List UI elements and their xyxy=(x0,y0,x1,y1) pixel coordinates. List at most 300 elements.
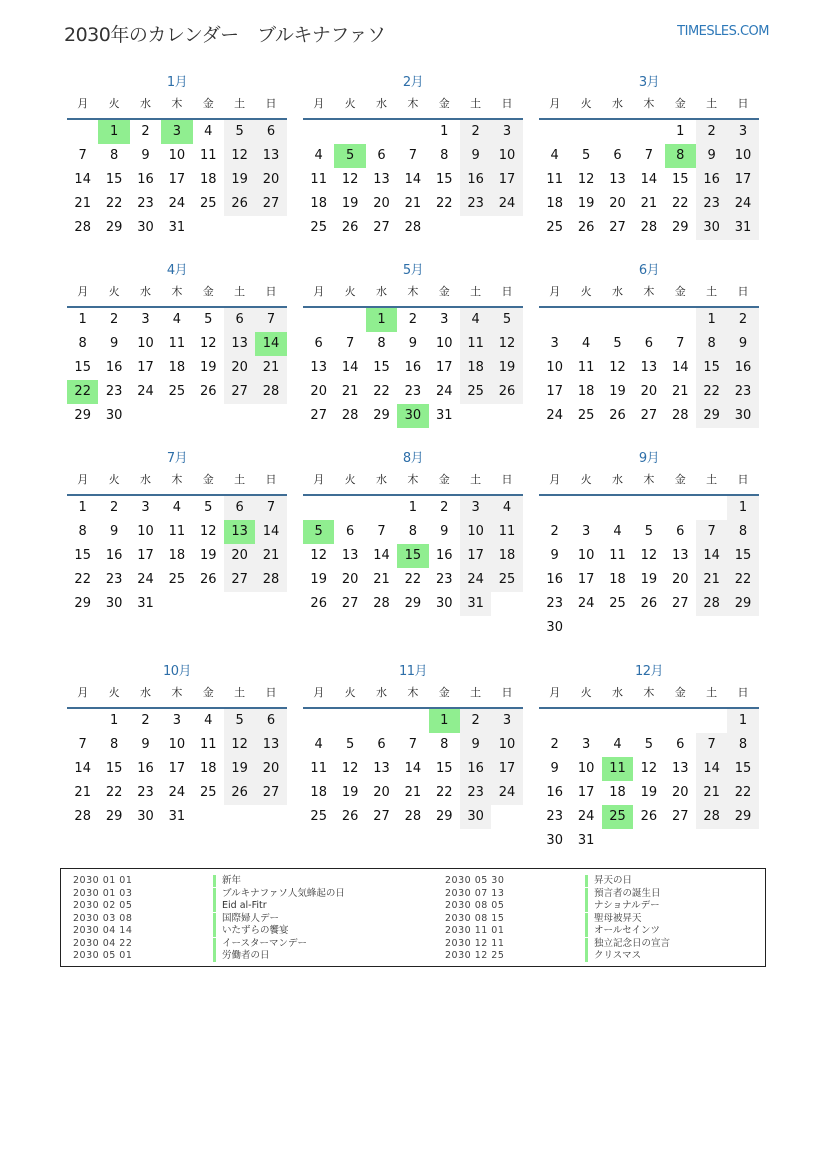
day-cell[interactable]: 12 xyxy=(341,172,359,187)
day-cell[interactable]: 25 xyxy=(199,196,217,211)
day-cell[interactable]: 19 xyxy=(199,548,217,563)
day-cell[interactable]: 8 xyxy=(377,336,386,351)
day-cell[interactable]: 7 xyxy=(408,148,417,163)
day-cell[interactable]: 6 xyxy=(224,496,255,520)
day-cell[interactable]: 15 xyxy=(727,757,758,781)
day-cell[interactable]: 5 xyxy=(613,336,622,351)
day-cell[interactable]: 20 xyxy=(373,196,390,211)
day-cell[interactable]: 27 xyxy=(224,380,255,404)
day-cell[interactable]: 5 xyxy=(204,500,213,515)
day-cell[interactable]: 28 xyxy=(74,809,91,824)
day-cell[interactable]: 25 xyxy=(609,596,626,611)
day-cell[interactable]: 31 xyxy=(168,220,186,235)
day-cell[interactable]: 7 xyxy=(377,524,386,539)
day-cell[interactable]: 15 xyxy=(105,172,123,187)
day-cell[interactable]: 24 xyxy=(727,192,758,216)
day-cell[interactable]: 20 xyxy=(671,572,689,587)
day-cell[interactable]: 17 xyxy=(435,360,453,375)
day-cell[interactable]: 29 xyxy=(671,220,689,235)
day-cell[interactable]: 9 xyxy=(550,761,559,776)
holiday-day-cell[interactable]: 8 xyxy=(665,144,696,168)
day-cell[interactable]: 11 xyxy=(609,548,626,563)
day-cell[interactable]: 27 xyxy=(609,220,626,235)
day-cell[interactable]: 20 xyxy=(373,785,390,800)
day-cell[interactable]: 17 xyxy=(460,544,491,568)
day-cell[interactable]: 2 xyxy=(141,124,150,139)
day-cell[interactable]: 19 xyxy=(640,785,658,800)
day-cell[interactable]: 6 xyxy=(224,308,255,332)
day-cell[interactable]: 19 xyxy=(491,356,522,380)
day-cell[interactable]: 25 xyxy=(546,220,563,235)
day-cell[interactable]: 11 xyxy=(310,761,327,776)
day-cell[interactable]: 27 xyxy=(640,408,658,423)
day-cell[interactable]: 12 xyxy=(341,761,359,776)
day-cell[interactable]: 31 xyxy=(435,408,453,423)
day-cell[interactable]: 30 xyxy=(696,216,727,240)
day-cell[interactable]: 20 xyxy=(341,572,359,587)
day-cell[interactable]: 22 xyxy=(727,568,758,592)
day-cell[interactable]: 1 xyxy=(440,124,449,139)
holiday-day-cell[interactable]: 1 xyxy=(98,120,129,144)
day-cell[interactable]: 17 xyxy=(137,548,154,563)
day-cell[interactable]: 23 xyxy=(546,809,563,824)
day-cell[interactable]: 28 xyxy=(74,220,91,235)
day-cell[interactable]: 11 xyxy=(577,360,595,375)
day-cell[interactable]: 3 xyxy=(172,713,181,728)
holiday-day-cell[interactable]: 5 xyxy=(303,520,334,544)
day-cell[interactable]: 7 xyxy=(345,336,355,351)
day-cell[interactable]: 10 xyxy=(577,548,595,563)
day-cell[interactable]: 8 xyxy=(727,733,758,757)
day-cell[interactable]: 9 xyxy=(109,524,119,539)
day-cell[interactable]: 3 xyxy=(491,709,522,733)
day-cell[interactable]: 9 xyxy=(408,336,417,351)
day-cell[interactable]: 13 xyxy=(255,144,286,168)
day-cell[interactable]: 18 xyxy=(577,384,595,399)
day-cell[interactable]: 19 xyxy=(577,196,595,211)
day-cell[interactable]: 24 xyxy=(491,781,522,805)
day-cell[interactable]: 24 xyxy=(460,568,491,592)
day-cell[interactable]: 10 xyxy=(137,524,154,539)
day-cell[interactable]: 8 xyxy=(440,737,449,752)
day-cell[interactable]: 21 xyxy=(74,785,91,800)
day-cell[interactable]: 29 xyxy=(696,404,727,428)
day-cell[interactable]: 6 xyxy=(345,524,355,539)
day-cell[interactable]: 18 xyxy=(491,544,522,568)
day-cell[interactable]: 28 xyxy=(373,596,390,611)
day-cell[interactable]: 28 xyxy=(404,220,422,235)
day-cell[interactable]: 6 xyxy=(255,120,286,144)
day-cell[interactable]: 23 xyxy=(696,192,727,216)
day-cell[interactable]: 8 xyxy=(727,520,758,544)
day-cell[interactable]: 5 xyxy=(345,737,355,752)
day-cell[interactable]: 1 xyxy=(676,124,685,139)
day-cell[interactable]: 20 xyxy=(310,384,327,399)
day-cell[interactable]: 21 xyxy=(696,781,727,805)
day-cell[interactable]: 24 xyxy=(577,809,595,824)
day-cell[interactable]: 12 xyxy=(199,524,217,539)
day-cell[interactable]: 11 xyxy=(546,172,563,187)
day-cell[interactable]: 23 xyxy=(460,781,491,805)
day-cell[interactable]: 29 xyxy=(373,408,390,423)
day-cell[interactable]: 27 xyxy=(671,596,689,611)
day-cell[interactable]: 18 xyxy=(609,572,626,587)
day-cell[interactable]: 13 xyxy=(609,172,626,187)
day-cell[interactable]: 11 xyxy=(491,520,522,544)
day-cell[interactable]: 9 xyxy=(141,737,150,752)
day-cell[interactable]: 26 xyxy=(609,408,626,423)
day-cell[interactable]: 18 xyxy=(460,356,491,380)
day-cell[interactable]: 16 xyxy=(546,785,563,800)
holiday-day-cell[interactable]: 5 xyxy=(334,144,365,168)
day-cell[interactable]: 4 xyxy=(204,124,213,139)
day-cell[interactable]: 26 xyxy=(640,809,658,824)
day-cell[interactable]: 31 xyxy=(577,833,595,848)
day-cell[interactable]: 21 xyxy=(74,196,91,211)
day-cell[interactable]: 2 xyxy=(727,308,758,332)
day-cell[interactable]: 20 xyxy=(224,544,255,568)
day-cell[interactable]: 11 xyxy=(168,336,186,351)
day-cell[interactable]: 3 xyxy=(491,120,522,144)
day-cell[interactable]: 2 xyxy=(141,713,150,728)
day-cell[interactable]: 25 xyxy=(168,572,186,587)
day-cell[interactable]: 19 xyxy=(609,384,626,399)
day-cell[interactable]: 8 xyxy=(440,148,449,163)
day-cell[interactable]: 21 xyxy=(255,356,286,380)
holiday-day-cell[interactable]: 14 xyxy=(255,332,286,356)
day-cell[interactable]: 8 xyxy=(78,524,87,539)
day-cell[interactable]: 26 xyxy=(640,596,658,611)
day-cell[interactable]: 4 xyxy=(613,737,622,752)
day-cell[interactable]: 29 xyxy=(74,408,91,423)
day-cell[interactable]: 28 xyxy=(404,809,422,824)
day-cell[interactable]: 25 xyxy=(199,785,217,800)
holiday-day-cell[interactable]: 11 xyxy=(602,757,633,781)
day-cell[interactable]: 2 xyxy=(550,737,559,752)
day-cell[interactable]: 13 xyxy=(640,360,658,375)
day-cell[interactable]: 20 xyxy=(609,196,626,211)
day-cell[interactable]: 4 xyxy=(172,500,181,515)
day-cell[interactable]: 19 xyxy=(224,757,255,781)
day-cell[interactable]: 29 xyxy=(105,220,123,235)
day-cell[interactable]: 16 xyxy=(546,572,563,587)
day-cell[interactable]: 8 xyxy=(109,737,119,752)
day-cell[interactable]: 22 xyxy=(696,380,727,404)
day-cell[interactable]: 4 xyxy=(460,308,491,332)
day-cell[interactable]: 8 xyxy=(696,332,727,356)
holiday-day-cell[interactable]: 1 xyxy=(429,709,460,733)
day-cell[interactable]: 28 xyxy=(640,220,658,235)
day-cell[interactable]: 25 xyxy=(577,408,595,423)
day-cell[interactable]: 7 xyxy=(408,737,417,752)
day-cell[interactable]: 10 xyxy=(546,360,563,375)
day-cell[interactable]: 13 xyxy=(671,761,689,776)
day-cell[interactable]: 29 xyxy=(74,596,91,611)
day-cell[interactable]: 7 xyxy=(255,308,286,332)
day-cell[interactable]: 4 xyxy=(314,737,323,752)
day-cell[interactable]: 6 xyxy=(613,148,622,163)
day-cell[interactable]: 23 xyxy=(546,596,563,611)
day-cell[interactable]: 30 xyxy=(137,220,154,235)
day-cell[interactable]: 10 xyxy=(435,336,453,351)
day-cell[interactable]: 13 xyxy=(341,548,359,563)
day-cell[interactable]: 5 xyxy=(581,148,591,163)
day-cell[interactable]: 21 xyxy=(404,196,422,211)
day-cell[interactable]: 16 xyxy=(404,360,422,375)
day-cell[interactable]: 14 xyxy=(404,761,422,776)
day-cell[interactable]: 12 xyxy=(609,360,626,375)
day-cell[interactable]: 11 xyxy=(168,524,186,539)
day-cell[interactable]: 6 xyxy=(255,709,286,733)
day-cell[interactable]: 2 xyxy=(109,312,119,327)
day-cell[interactable]: 29 xyxy=(727,805,758,829)
day-cell[interactable]: 18 xyxy=(546,196,563,211)
day-cell[interactable]: 25 xyxy=(310,809,327,824)
day-cell[interactable]: 4 xyxy=(491,496,522,520)
day-cell[interactable]: 6 xyxy=(676,524,685,539)
day-cell[interactable]: 31 xyxy=(460,592,491,616)
day-cell[interactable]: 23 xyxy=(137,785,154,800)
day-cell[interactable]: 23 xyxy=(727,380,758,404)
day-cell[interactable]: 15 xyxy=(696,356,727,380)
day-cell[interactable]: 8 xyxy=(109,148,119,163)
holiday-day-cell[interactable]: 22 xyxy=(67,380,98,404)
day-cell[interactable]: 17 xyxy=(137,360,154,375)
day-cell[interactable]: 17 xyxy=(546,384,563,399)
day-cell[interactable]: 29 xyxy=(727,592,758,616)
day-cell[interactable]: 22 xyxy=(105,196,123,211)
day-cell[interactable]: 20 xyxy=(255,168,286,192)
day-cell[interactable]: 22 xyxy=(373,384,390,399)
day-cell[interactable]: 26 xyxy=(341,220,359,235)
day-cell[interactable]: 14 xyxy=(373,548,390,563)
day-cell[interactable]: 28 xyxy=(696,592,727,616)
day-cell[interactable]: 3 xyxy=(550,336,559,351)
day-cell[interactable]: 7 xyxy=(644,148,653,163)
day-cell[interactable]: 3 xyxy=(581,737,591,752)
day-cell[interactable]: 24 xyxy=(491,192,522,216)
day-cell[interactable]: 6 xyxy=(644,336,653,351)
day-cell[interactable]: 17 xyxy=(491,168,522,192)
day-cell[interactable]: 12 xyxy=(199,336,217,351)
day-cell[interactable]: 25 xyxy=(310,220,327,235)
day-cell[interactable]: 9 xyxy=(141,148,150,163)
day-cell[interactable]: 27 xyxy=(255,781,286,805)
day-cell[interactable]: 5 xyxy=(204,312,213,327)
day-cell[interactable]: 31 xyxy=(168,809,186,824)
day-cell[interactable]: 12 xyxy=(310,548,327,563)
day-cell[interactable]: 2 xyxy=(460,709,491,733)
day-cell[interactable]: 17 xyxy=(168,172,186,187)
day-cell[interactable]: 4 xyxy=(204,713,213,728)
day-cell[interactable]: 20 xyxy=(224,356,255,380)
day-cell[interactable]: 6 xyxy=(377,148,386,163)
day-cell[interactable]: 16 xyxy=(696,168,727,192)
day-cell[interactable]: 21 xyxy=(696,568,727,592)
day-cell[interactable]: 24 xyxy=(168,196,186,211)
day-cell[interactable]: 1 xyxy=(727,496,758,520)
day-cell[interactable]: 12 xyxy=(224,733,255,757)
day-cell[interactable]: 4 xyxy=(613,524,622,539)
day-cell[interactable]: 1 xyxy=(408,500,417,515)
day-cell[interactable]: 4 xyxy=(550,148,559,163)
day-cell[interactable]: 23 xyxy=(137,196,154,211)
day-cell[interactable]: 16 xyxy=(137,761,154,776)
day-cell[interactable]: 17 xyxy=(727,168,758,192)
day-cell[interactable]: 21 xyxy=(341,384,359,399)
day-cell[interactable]: 19 xyxy=(341,785,359,800)
day-cell[interactable]: 22 xyxy=(727,781,758,805)
day-cell[interactable]: 16 xyxy=(137,172,154,187)
day-cell[interactable]: 15 xyxy=(435,172,453,187)
day-cell[interactable]: 11 xyxy=(199,737,217,752)
day-cell[interactable]: 7 xyxy=(255,496,286,520)
day-cell[interactable]: 11 xyxy=(199,148,217,163)
day-cell[interactable]: 4 xyxy=(581,336,591,351)
day-cell[interactable]: 26 xyxy=(341,809,359,824)
day-cell[interactable]: 24 xyxy=(546,408,563,423)
day-cell[interactable]: 4 xyxy=(314,148,323,163)
day-cell[interactable]: 9 xyxy=(460,733,491,757)
day-cell[interactable]: 28 xyxy=(341,408,359,423)
day-cell[interactable]: 10 xyxy=(727,144,758,168)
day-cell[interactable]: 10 xyxy=(460,520,491,544)
day-cell[interactable]: 23 xyxy=(404,384,422,399)
day-cell[interactable]: 2 xyxy=(408,312,417,327)
day-cell[interactable]: 13 xyxy=(224,332,255,356)
day-cell[interactable]: 30 xyxy=(546,620,563,635)
day-cell[interactable]: 12 xyxy=(640,548,658,563)
day-cell[interactable]: 5 xyxy=(644,737,653,752)
day-cell[interactable]: 21 xyxy=(671,384,689,399)
day-cell[interactable]: 13 xyxy=(373,172,390,187)
day-cell[interactable]: 22 xyxy=(671,196,689,211)
day-cell[interactable]: 6 xyxy=(377,737,386,752)
holiday-day-cell[interactable]: 1 xyxy=(366,308,397,332)
day-cell[interactable]: 10 xyxy=(168,737,186,752)
day-cell[interactable]: 9 xyxy=(460,144,491,168)
day-cell[interactable]: 1 xyxy=(696,308,727,332)
day-cell[interactable]: 27 xyxy=(255,192,286,216)
day-cell[interactable]: 22 xyxy=(74,572,91,587)
day-cell[interactable]: 23 xyxy=(105,384,123,399)
day-cell[interactable]: 11 xyxy=(460,332,491,356)
day-cell[interactable]: 29 xyxy=(105,809,123,824)
day-cell[interactable]: 7 xyxy=(78,737,87,752)
day-cell[interactable]: 2 xyxy=(460,120,491,144)
day-cell[interactable]: 19 xyxy=(341,196,359,211)
day-cell[interactable]: 19 xyxy=(310,572,327,587)
day-cell[interactable]: 3 xyxy=(727,120,758,144)
day-cell[interactable]: 21 xyxy=(373,572,390,587)
day-cell[interactable]: 7 xyxy=(78,148,87,163)
day-cell[interactable]: 27 xyxy=(373,220,390,235)
day-cell[interactable]: 9 xyxy=(109,336,119,351)
day-cell[interactable]: 20 xyxy=(640,384,658,399)
day-cell[interactable]: 25 xyxy=(460,380,491,404)
day-cell[interactable]: 21 xyxy=(640,196,658,211)
day-cell[interactable]: 11 xyxy=(310,172,327,187)
day-cell[interactable]: 7 xyxy=(696,520,727,544)
day-cell[interactable]: 15 xyxy=(74,548,91,563)
day-cell[interactable]: 2 xyxy=(550,524,559,539)
day-cell[interactable]: 3 xyxy=(440,312,449,327)
day-cell[interactable]: 30 xyxy=(137,809,154,824)
day-cell[interactable]: 10 xyxy=(168,148,186,163)
day-cell[interactable]: 22 xyxy=(105,785,123,800)
day-cell[interactable]: 6 xyxy=(314,336,323,351)
day-cell[interactable]: 27 xyxy=(341,596,359,611)
holiday-day-cell[interactable]: 13 xyxy=(224,520,255,544)
day-cell[interactable]: 15 xyxy=(727,544,758,568)
day-cell[interactable]: 3 xyxy=(141,312,150,327)
day-cell[interactable]: 14 xyxy=(671,360,689,375)
day-cell[interactable]: 9 xyxy=(696,144,727,168)
day-cell[interactable]: 16 xyxy=(105,548,123,563)
day-cell[interactable]: 26 xyxy=(310,596,327,611)
day-cell[interactable]: 1 xyxy=(109,713,119,728)
day-cell[interactable]: 28 xyxy=(255,568,286,592)
day-cell[interactable]: 28 xyxy=(696,805,727,829)
day-cell[interactable]: 14 xyxy=(341,360,359,375)
day-cell[interactable]: 8 xyxy=(408,524,417,539)
day-cell[interactable]: 16 xyxy=(460,757,491,781)
day-cell[interactable]: 1 xyxy=(78,312,87,327)
day-cell[interactable]: 14 xyxy=(255,520,286,544)
day-cell[interactable]: 13 xyxy=(373,761,390,776)
day-cell[interactable]: 18 xyxy=(310,196,327,211)
day-cell[interactable]: 14 xyxy=(74,761,91,776)
day-cell[interactable]: 16 xyxy=(105,360,123,375)
day-cell[interactable]: 5 xyxy=(224,709,255,733)
day-cell[interactable]: 5 xyxy=(644,524,653,539)
day-cell[interactable]: 31 xyxy=(727,216,758,240)
day-cell[interactable]: 28 xyxy=(671,408,689,423)
day-cell[interactable]: 15 xyxy=(105,761,123,776)
day-cell[interactable]: 2 xyxy=(696,120,727,144)
day-cell[interactable]: 23 xyxy=(435,572,453,587)
day-cell[interactable]: 24 xyxy=(137,572,154,587)
day-cell[interactable]: 20 xyxy=(255,757,286,781)
day-cell[interactable]: 19 xyxy=(199,360,217,375)
day-cell[interactable]: 24 xyxy=(435,384,453,399)
day-cell[interactable]: 3 xyxy=(141,500,150,515)
day-cell[interactable]: 15 xyxy=(74,360,91,375)
day-cell[interactable]: 26 xyxy=(224,192,255,216)
day-cell[interactable]: 8 xyxy=(78,336,87,351)
day-cell[interactable]: 21 xyxy=(404,785,422,800)
day-cell[interactable]: 21 xyxy=(255,544,286,568)
brand-logo-text[interactable]: TIMESLES.COM xyxy=(677,24,769,39)
day-cell[interactable]: 25 xyxy=(168,384,186,399)
day-cell[interactable]: 28 xyxy=(255,380,286,404)
day-cell[interactable]: 9 xyxy=(550,548,559,563)
day-cell[interactable]: 2 xyxy=(440,500,449,515)
day-cell[interactable]: 22 xyxy=(404,572,422,587)
day-cell[interactable]: 26 xyxy=(199,572,217,587)
day-cell[interactable]: 26 xyxy=(491,380,522,404)
day-cell[interactable]: 9 xyxy=(440,524,449,539)
day-cell[interactable]: 15 xyxy=(373,360,390,375)
day-cell[interactable]: 24 xyxy=(577,596,595,611)
day-cell[interactable]: 10 xyxy=(577,761,595,776)
day-cell[interactable]: 9 xyxy=(727,332,758,356)
day-cell[interactable]: 7 xyxy=(696,733,727,757)
day-cell[interactable]: 18 xyxy=(199,172,217,187)
day-cell[interactable]: 3 xyxy=(460,496,491,520)
day-cell[interactable]: 20 xyxy=(671,785,689,800)
day-cell[interactable]: 31 xyxy=(137,596,154,611)
